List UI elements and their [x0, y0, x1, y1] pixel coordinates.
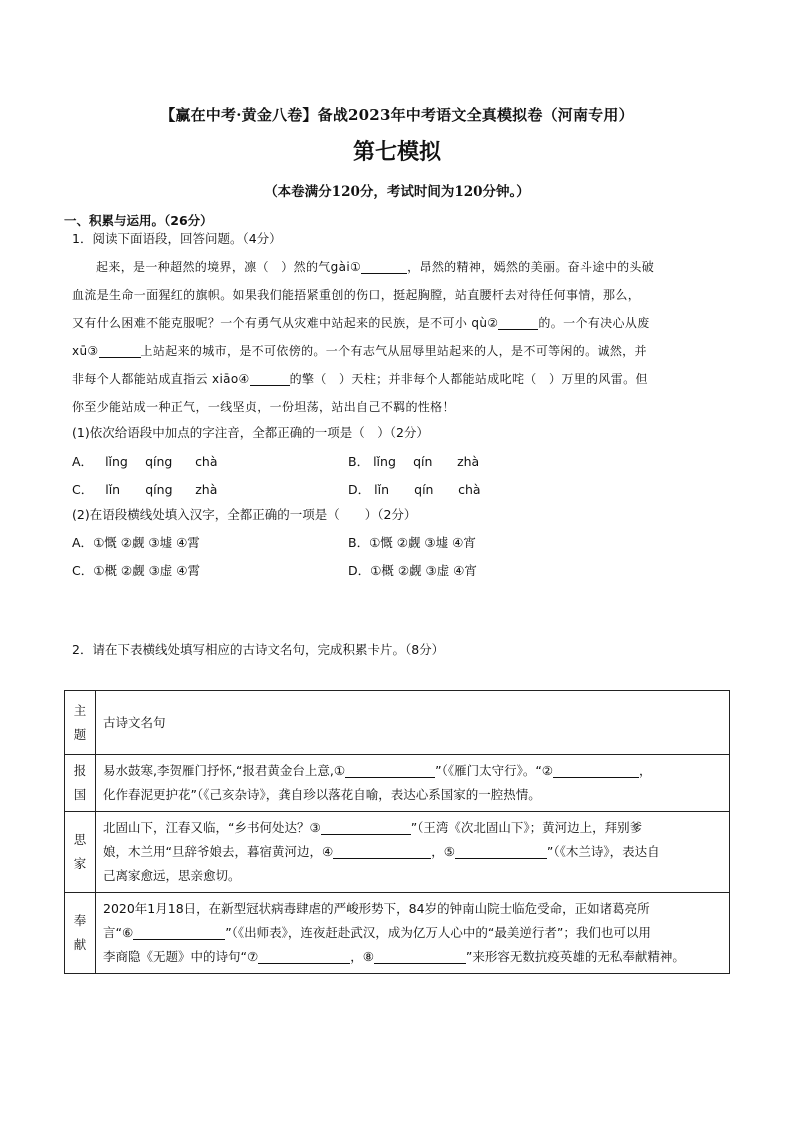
- row-text: ”来形容无数抗疫英雄的无私奉献精神。: [465, 949, 685, 964]
- passage-line-1: [72, 258, 732, 275]
- option-text: ①慨 ②觑 ③墟 ④宵: [369, 535, 476, 550]
- content-cell: [96, 812, 730, 893]
- option-c[interactable]: [72, 480, 217, 498]
- answer-blank[interactable]: [455, 844, 547, 859]
- theme-char: 思: [73, 832, 87, 847]
- section-heading: 一、积累与运用。（26分）: [64, 213, 213, 228]
- row-text: 李商隐《无题》中的诗句“⑦: [103, 949, 259, 964]
- passage-text: 非每个人都能站成直指云 xiāo④: [72, 372, 250, 386]
- passage-line-6: [72, 398, 732, 415]
- content-cell: [96, 755, 730, 812]
- table-row: [65, 812, 730, 893]
- question-1-prompt: 1．阅读下面语段，回答问题。（4分）: [72, 231, 282, 246]
- option-item: lǐn: [374, 482, 390, 497]
- table-header-row: [65, 691, 730, 755]
- answer-blank[interactable]: [321, 820, 411, 835]
- option-b[interactable]: [348, 533, 476, 551]
- option-a[interactable]: [72, 452, 218, 470]
- row-text: 化作春泥更护花”（《己亥杂诗》，龚自珍以落花自喻，表达心系国家的一腔热情。: [103, 787, 541, 802]
- option-text: ①概 ②觑 ③虚 ④宵: [370, 563, 477, 578]
- table-row: [65, 755, 730, 812]
- option-label: A．: [72, 454, 94, 469]
- passage-text: 血流是生命一面猩红的旗帜。如果我们能捂紧重创的伤口，挺起胸膛，站直腰杆去对待任何事情，那么，: [72, 288, 641, 302]
- answer-blank[interactable]: [345, 763, 435, 778]
- table-row: [65, 893, 730, 974]
- paper-note: （本卷满分120分，考试时间为120分钟。）: [264, 184, 530, 200]
- option-d[interactable]: [348, 480, 481, 498]
- theme-char: 主: [73, 702, 87, 718]
- row-text: 娘，木兰用“旦辞爷娘去，暮宿黄河边，④: [103, 844, 334, 859]
- row-text: ，⑤: [431, 844, 455, 859]
- row-text: ”（《木兰诗》，表达自: [546, 844, 660, 859]
- row-text: ”（《出师表》，连夜赶赴武汉，成为亿万人心中的“最美逆行者”；我们也可以用: [225, 925, 651, 940]
- option-label: D．: [348, 482, 371, 497]
- option-label: C．: [72, 482, 94, 497]
- answer-blank[interactable]: [99, 344, 141, 358]
- row-text: 易水鼓寒,李贺雁门抒怀,“报君黄金台上意,①: [103, 763, 346, 778]
- theme-cell: [65, 755, 96, 812]
- row-text: 2020年1月18日，在新型冠状病毒肆虐的严峻形势下，84岁的钟南山院士临危受命，正如诸葛亮所: [103, 901, 650, 916]
- row-text: ，⑧: [350, 949, 374, 964]
- passage-line-5: [72, 370, 732, 387]
- theme-char: 国: [73, 787, 87, 802]
- passage-line-4: [72, 342, 732, 359]
- row-text: ”（《雁门太守行》。“②: [435, 763, 554, 778]
- option-b[interactable]: [348, 452, 479, 470]
- row-text: 己离家愈远，思亲愈切。: [103, 868, 241, 883]
- option-d[interactable]: [348, 561, 477, 579]
- passage-text: 的。一个有决心从废: [538, 316, 650, 330]
- option-text: ①慨 ②觑 ③墟 ④霄: [93, 535, 200, 550]
- option-label: A．: [72, 535, 94, 550]
- theme-cell: [65, 812, 96, 893]
- passage-text: 起来，是一种超然的境界，凛（ ）然的气gài①: [96, 260, 362, 274]
- paper-title: 【赢在中考·黄金八卷】备战2023年中考语文全真模拟卷（河南专用）: [160, 106, 634, 124]
- accumulation-card-table: [64, 690, 730, 974]
- theme-char: 献: [73, 937, 87, 952]
- option-item: lǐng: [105, 454, 128, 469]
- passage-text: 上站起来的城市，是不可依傍的。一个有志气从屈辱里站起来的人，是不可等闲的。诚然，并: [140, 344, 647, 358]
- option-item: zhà: [195, 482, 218, 497]
- option-item: lǐng: [373, 454, 396, 469]
- passage-text: 你至少能站成一种正气，一线坚贞，一份坦荡，站出自己不羁的性格！: [72, 400, 455, 414]
- answer-blank[interactable]: [553, 763, 639, 778]
- theme-char: 家: [73, 856, 87, 871]
- content-cell: [96, 893, 730, 974]
- theme-char: 奉: [73, 913, 87, 928]
- option-c[interactable]: [72, 561, 200, 579]
- theme-header-cell: [65, 691, 96, 755]
- option-label: B．: [348, 454, 370, 469]
- option-item: qíng: [145, 482, 173, 497]
- paper-subtitle: 第七模拟: [352, 139, 441, 165]
- content-header-cell: 古诗文名句: [96, 691, 730, 755]
- answer-blank[interactable]: [333, 844, 431, 859]
- option-label: C．: [72, 563, 94, 578]
- answer-blank[interactable]: [133, 925, 225, 940]
- question-2-prompt: 2．请在下表横线处填写相应的古诗文名句，完成积累卡片。（8分）: [72, 642, 445, 657]
- passage-line-2: [72, 286, 732, 303]
- passage-text: 又有什么困难不能克服呢？一个有勇气从灾难中站起来的民族，是不可小 qù②: [72, 316, 499, 330]
- option-label: D．: [348, 563, 371, 578]
- option-item: qín: [414, 482, 434, 497]
- option-a[interactable]: [72, 533, 200, 551]
- option-item: qín: [413, 454, 433, 469]
- theme-char: 题: [73, 726, 87, 742]
- passage-line-3: [72, 314, 732, 331]
- answer-blank[interactable]: [374, 949, 466, 964]
- theme-cell: [65, 893, 96, 974]
- option-item: chà: [195, 454, 218, 469]
- option-label: B．: [348, 535, 370, 550]
- option-item: lǐn: [105, 482, 121, 497]
- subquestion-1-prompt: (1)依次给语段中加点的字注音，全都正确的一项是（ ）（2分）: [72, 425, 429, 440]
- option-item: chà: [458, 482, 481, 497]
- row-text: ，: [639, 763, 652, 778]
- answer-blank[interactable]: [258, 949, 350, 964]
- theme-char: 报: [73, 763, 87, 778]
- answer-blank[interactable]: [361, 260, 407, 274]
- option-text: ①概 ②觑 ③虚 ④霄: [93, 563, 200, 578]
- subquestion-2-prompt: (2)在语段横线处填入汉字，全都正确的一项是（ ）（2分）: [72, 507, 417, 522]
- answer-blank[interactable]: [498, 316, 538, 330]
- row-text: 北固山下，江春又临，“乡书何处达？③: [103, 820, 321, 835]
- passage-text: 的擎（ ）天柱；并非每个人都能站成叱咤（ ）万里的风雷。但: [289, 372, 648, 386]
- option-item: zhà: [457, 454, 480, 469]
- answer-blank[interactable]: [250, 372, 290, 386]
- passage-text: ，昂然的精神，嫣然的美丽。奋斗途中的头破: [407, 260, 655, 274]
- passage-text: xū③: [72, 344, 99, 358]
- row-text: ”（王湾《次北固山下》；黄河边上，拜别爹: [410, 820, 643, 835]
- row-text: 言“⑥: [103, 925, 134, 940]
- option-item: qíng: [145, 454, 173, 469]
